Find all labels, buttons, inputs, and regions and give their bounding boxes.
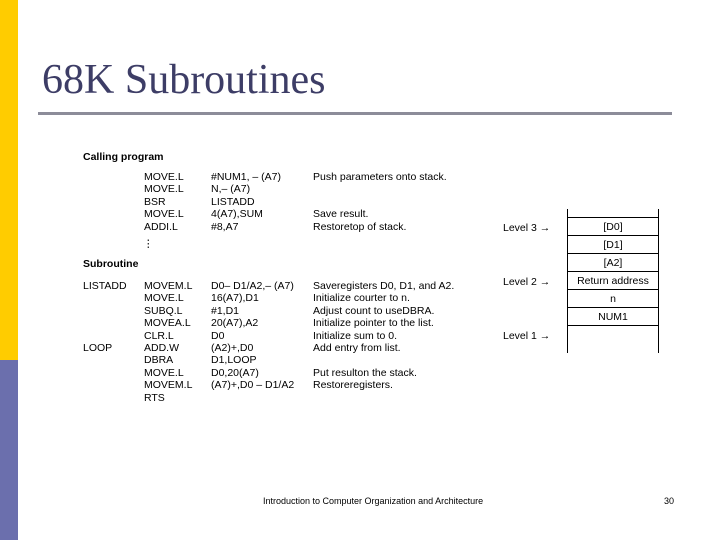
calling-op: ADDI.L bbox=[144, 220, 178, 233]
level-1-pointer: Level 1 → bbox=[503, 330, 551, 342]
subroutine-operand: (A7)+,D0 – D1/A2 bbox=[211, 379, 295, 392]
calling-operand: #8,A7 bbox=[211, 220, 239, 233]
subroutine-operand: D0 bbox=[211, 329, 225, 342]
calling-op: MOVE.L bbox=[144, 208, 184, 221]
stack-diagram bbox=[567, 209, 659, 353]
subroutine-op: RTS bbox=[144, 391, 165, 404]
calling-ops-column bbox=[144, 171, 184, 233]
subroutine-op: MOVEM.L bbox=[144, 280, 193, 292]
label-listadd: LISTADD bbox=[83, 280, 127, 292]
stack-cell-return-address: Return address bbox=[568, 271, 658, 290]
stack-cell-d0: [D0] bbox=[568, 217, 658, 236]
calling-operand: #NUM1, – (A7) bbox=[211, 171, 282, 183]
subroutine-comment: Put resulton the stack. bbox=[313, 366, 417, 379]
level-2-pointer: Level 2 → bbox=[503, 276, 551, 288]
subroutine-heading: Subroutine bbox=[83, 258, 139, 270]
slide-footer: Introduction to Computer Organization and Architecture bbox=[263, 496, 484, 506]
subroutine-op: SUBQ.L bbox=[144, 304, 183, 317]
calling-operand: 4(A7),SUM bbox=[211, 208, 263, 221]
label-loop: LOOP bbox=[83, 342, 113, 354]
calling-comment: Restoretop of stack. bbox=[313, 220, 407, 233]
level-3-pointer: Level 3 → bbox=[503, 222, 551, 234]
calling-comment bbox=[313, 196, 447, 208]
calling-program-heading: Calling program bbox=[83, 151, 164, 163]
calling-comments-column bbox=[313, 171, 447, 233]
accent-bar-yellow bbox=[0, 0, 18, 360]
subroutine-operands-column bbox=[211, 280, 294, 404]
calling-operand: LISTADD bbox=[211, 195, 255, 208]
stack-cell-empty bbox=[568, 325, 658, 344]
stack-cell-num1: NUM1 bbox=[568, 307, 658, 326]
calling-op: BSR bbox=[144, 195, 166, 208]
subroutine-op: DBRA bbox=[144, 354, 174, 367]
accent-bar-blue bbox=[0, 360, 18, 540]
subroutine-operand: 20(A7),A2 bbox=[211, 317, 259, 330]
stack-cell-d1: [D1] bbox=[568, 235, 658, 254]
calling-op: MOVE.L bbox=[144, 183, 184, 196]
subroutine-comment: Initialize courter to n. bbox=[313, 292, 410, 305]
subroutine-comment: Initialize pointer to the list. bbox=[313, 317, 434, 330]
stack-cell-a2: [A2] bbox=[568, 253, 658, 272]
vertical-ellipsis: ⋮ bbox=[143, 238, 154, 250]
subroutine-comment: Add entry from list. bbox=[313, 341, 401, 354]
subroutine-operand: #1,D1 bbox=[211, 304, 240, 317]
calling-comment bbox=[313, 183, 447, 195]
calling-comment: Push parameters onto stack. bbox=[313, 171, 447, 183]
slide-title: 68K Subroutines bbox=[42, 57, 326, 103]
subroutine-comment: Restoreregisters. bbox=[313, 379, 393, 392]
calling-operands-column bbox=[211, 171, 281, 233]
subroutine-operand: D1,LOOP bbox=[211, 354, 257, 367]
calling-comment: Save result. bbox=[313, 208, 369, 221]
subroutine-operand: (A2)+,D0 bbox=[211, 341, 254, 354]
subroutine-op: MOVEM.L bbox=[144, 379, 193, 392]
subroutine-comments-column bbox=[313, 280, 454, 404]
subroutine-comment bbox=[313, 354, 454, 366]
subroutine-operand: 16(A7),D1 bbox=[211, 292, 259, 305]
subroutine-comment: Saveregisters D0, D1, and A2. bbox=[313, 280, 455, 292]
subroutine-op: ADD.W bbox=[144, 341, 179, 354]
subroutine-ops-column bbox=[144, 280, 192, 404]
calling-operand: N,– (A7) bbox=[211, 183, 251, 196]
subroutine-operand: D0– D1/A2,– (A7) bbox=[211, 280, 294, 292]
subroutine-op: MOVE.L bbox=[144, 366, 184, 379]
subroutine-operand bbox=[211, 392, 294, 404]
subroutine-op: CLR.L bbox=[144, 329, 174, 342]
subroutine-comment bbox=[313, 392, 454, 404]
title-underline bbox=[38, 112, 672, 115]
calling-op: MOVE.L bbox=[144, 171, 184, 183]
subroutine-op: MOVEA.L bbox=[144, 317, 191, 330]
stack-cell-n: n bbox=[568, 289, 658, 308]
subroutine-operand: D0,20(A7) bbox=[211, 366, 259, 379]
subroutine-comment: Adjust count to useDBRA. bbox=[313, 304, 435, 317]
subroutine-comment: Initialize sum to 0. bbox=[313, 329, 398, 342]
subroutine-op: MOVE.L bbox=[144, 292, 184, 305]
page-number: 30 bbox=[664, 496, 675, 506]
